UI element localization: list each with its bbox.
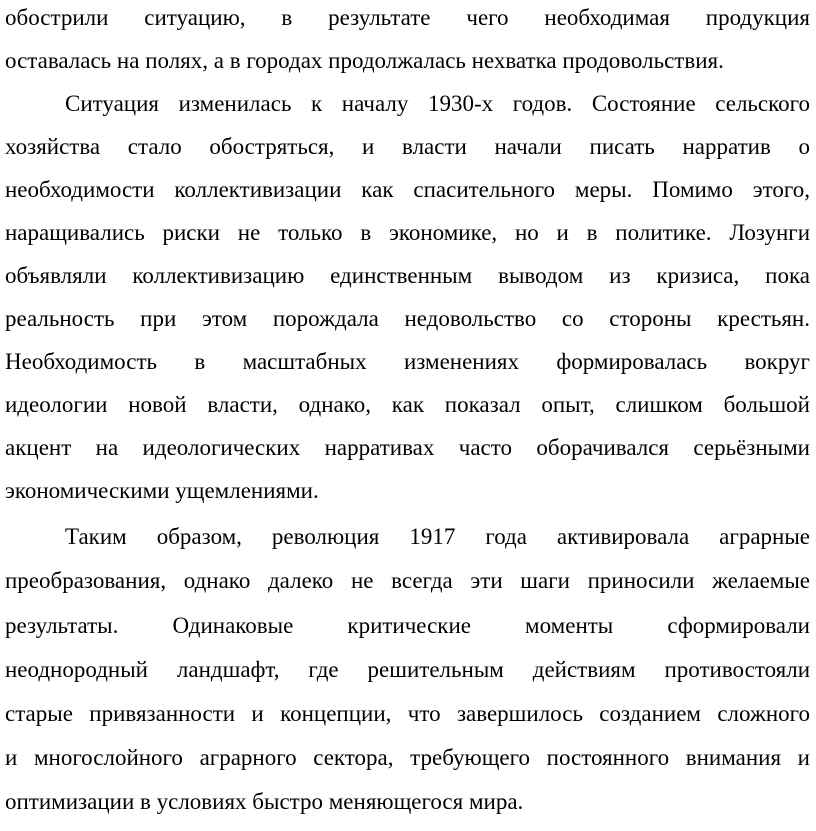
text-line: обострили ситуацию, в результате чего необходимая продукция xyxy=(5,5,810,30)
text-line: неоднородный ландшафт, где решительным действиям противостояли xyxy=(5,657,810,682)
text-line: старые привязанности и концепции, что завершилось созданием сложного xyxy=(5,701,810,726)
text-line: реальность при этом порождала недовольство со стороны крестьян. xyxy=(5,306,810,331)
text-line: необходимости коллективизации как спасительного меры. Помимо этого, xyxy=(5,177,810,202)
text-line: наращивались риски не только в экономике, но и в политике. Лозунги xyxy=(5,220,810,245)
text-line: оставалась на полях, а в городах продолжалась нехватка продовольствия. xyxy=(5,48,724,73)
text-line: экономическими ущемлениями. xyxy=(5,478,319,503)
text-line: акцент на идеологических нарративах часто оборачивался серьёзными xyxy=(5,435,810,460)
text-line: Необходимость в масштабных изменениях формировалась вокруг xyxy=(5,349,810,374)
text-line: объявляли коллективизацию единственным выводом из кризиса, пока xyxy=(5,263,810,288)
text-line: Таким образом, революция 1917 года активировала аграрные xyxy=(65,524,810,549)
text-line: преобразования, однако далеко не всегда эти шаги приносили желаемые xyxy=(5,568,810,593)
text-line: результаты. Одинаковые критические моменты сформировали xyxy=(5,613,810,638)
text-line: и многослойного аграрного сектора, требующего постоянного внимания и xyxy=(5,745,810,770)
text-line: хозяйства стало обостряться, и власти начали писать нарратив о xyxy=(5,134,810,159)
text-line: оптимизации в условиях быстро меняющегося мира. xyxy=(5,789,524,814)
text-line: идеологии новой власти, однако, как показал опыт, слишком большой xyxy=(5,392,810,417)
text-line: Ситуация изменилась к началу 1930-х годов. Состояние сельского xyxy=(65,91,810,116)
